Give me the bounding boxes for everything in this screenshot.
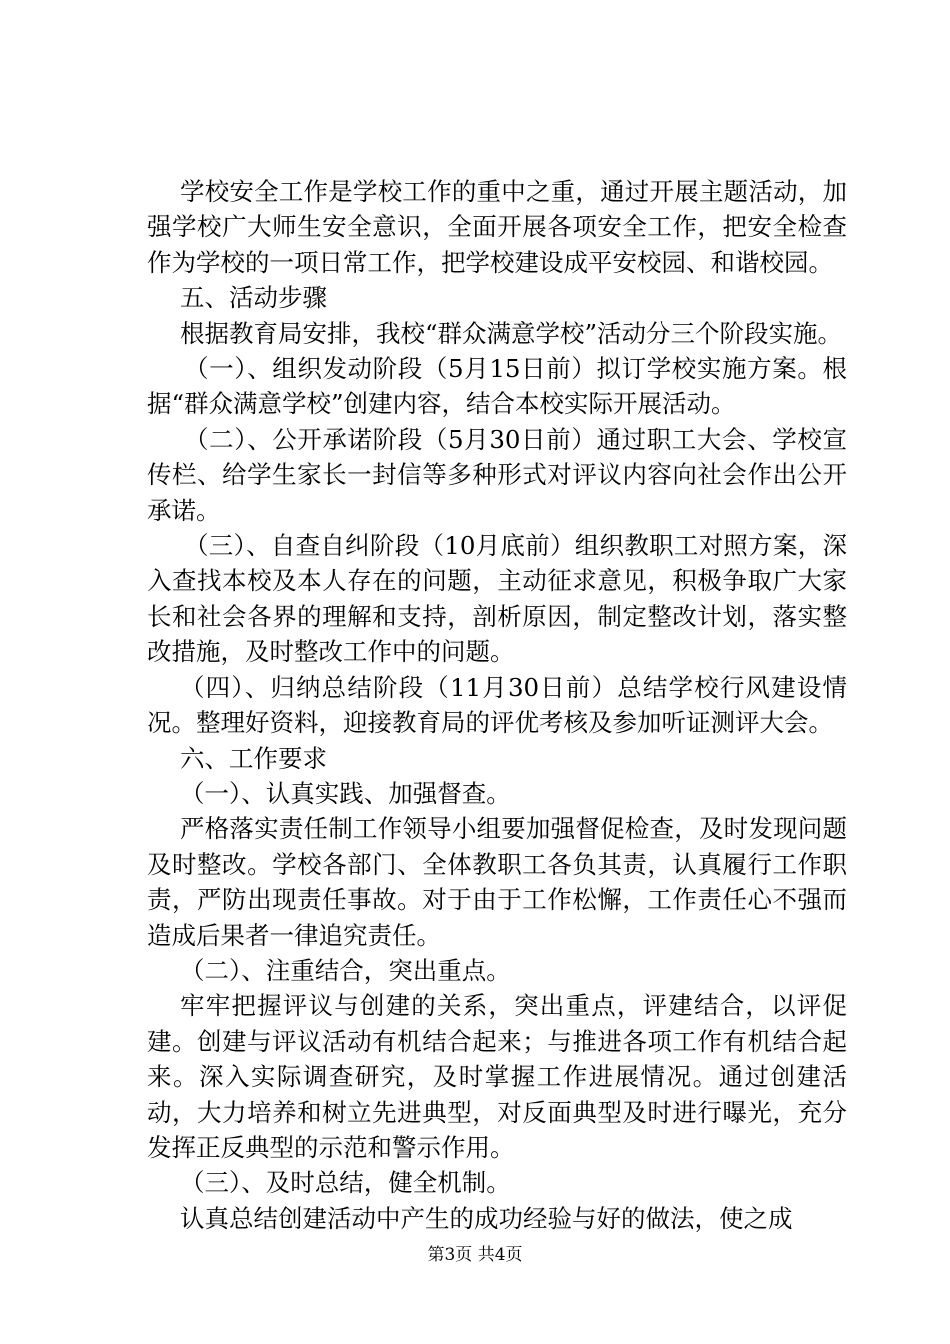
heading-activity-steps: 五、活动步骤: [180, 283, 327, 313]
page-number-footer: 第3页 共4页: [427, 1245, 523, 1265]
subheading-requirement-1: （一）、认真实践、加强督查。: [180, 778, 511, 808]
paragraph-stages-intro: 根据教育局安排，我校“群众满意学校”活动分三个阶段实施。: [180, 318, 843, 348]
paragraph-stage-4: （四）、归纳总结阶段（11月30日前）总结学校行风建设情况。整理好资料，迎接教育局的评优考核及参加听证测评大会。: [147, 672, 847, 738]
document-body: [147, 174, 847, 1236]
paragraph-safety-intro: 学校安全工作是学校工作的重中之重，通过开展主题活动，加强学校广大师生安全意识，全面开展各项安全工作，把安全检查作为学校的一项日常工作，把学校建设成平安校园、和谐校园。: [147, 177, 847, 277]
paragraph-stage-2: （二）、公开承诺阶段（5月30日前）通过职工大会、学校宣传栏、给学生家长一封信等多种形式对评议内容向社会作出公开承诺。: [147, 424, 847, 525]
heading-work-requirements: 六、工作要求: [180, 743, 327, 773]
paragraph-stage-1: （一）、组织发动阶段（5月15日前）拟订学校实施方案。根据“群众满意学校”创建内容，结合本校实际开展活动。: [147, 354, 847, 419]
subheading-requirement-3: （三）、及时总结，健全机制。: [180, 1168, 511, 1198]
paragraph-requirement-1: 严格落实责任制工作领导小组要加强督促检查，及时发现问题及时整改。学校各部门、全体教职工各负其责，认真履行工作职责，严防出现责任事故。对于由于工作松懈，工作责任心不强而造成后果者一律追究责任。: [147, 814, 847, 950]
subheading-requirement-2: （二）、注重结合，突出重点。: [180, 955, 511, 985]
paragraph-stage-3: （三）、自查自纠阶段（10月底前）组织教职工对照方案，深入查找本校及本人存在的问题，主动征求意见，积极争取广大家长和社会各界的理解和支持，剖析原因，制定整改计划，落实整改措施，及时整改工作中的问题。: [147, 531, 847, 667]
paragraph-requirement-3: 认真总结创建活动中产生的成功经验与好的做法，使之成: [180, 1203, 793, 1233]
paragraph-requirement-2: 牢牢把握评议与创建的关系，突出重点，评建结合，以评促建。创建与评议活动有机结合起来；与推进各项工作有机结合起来。深入实际调查研究，及时掌握工作进展情况。通过创建活动，大力培养和树立先进典型，对反面典型及时进行曝光，充分发挥正反典型的示范和警示作用。: [147, 991, 847, 1162]
